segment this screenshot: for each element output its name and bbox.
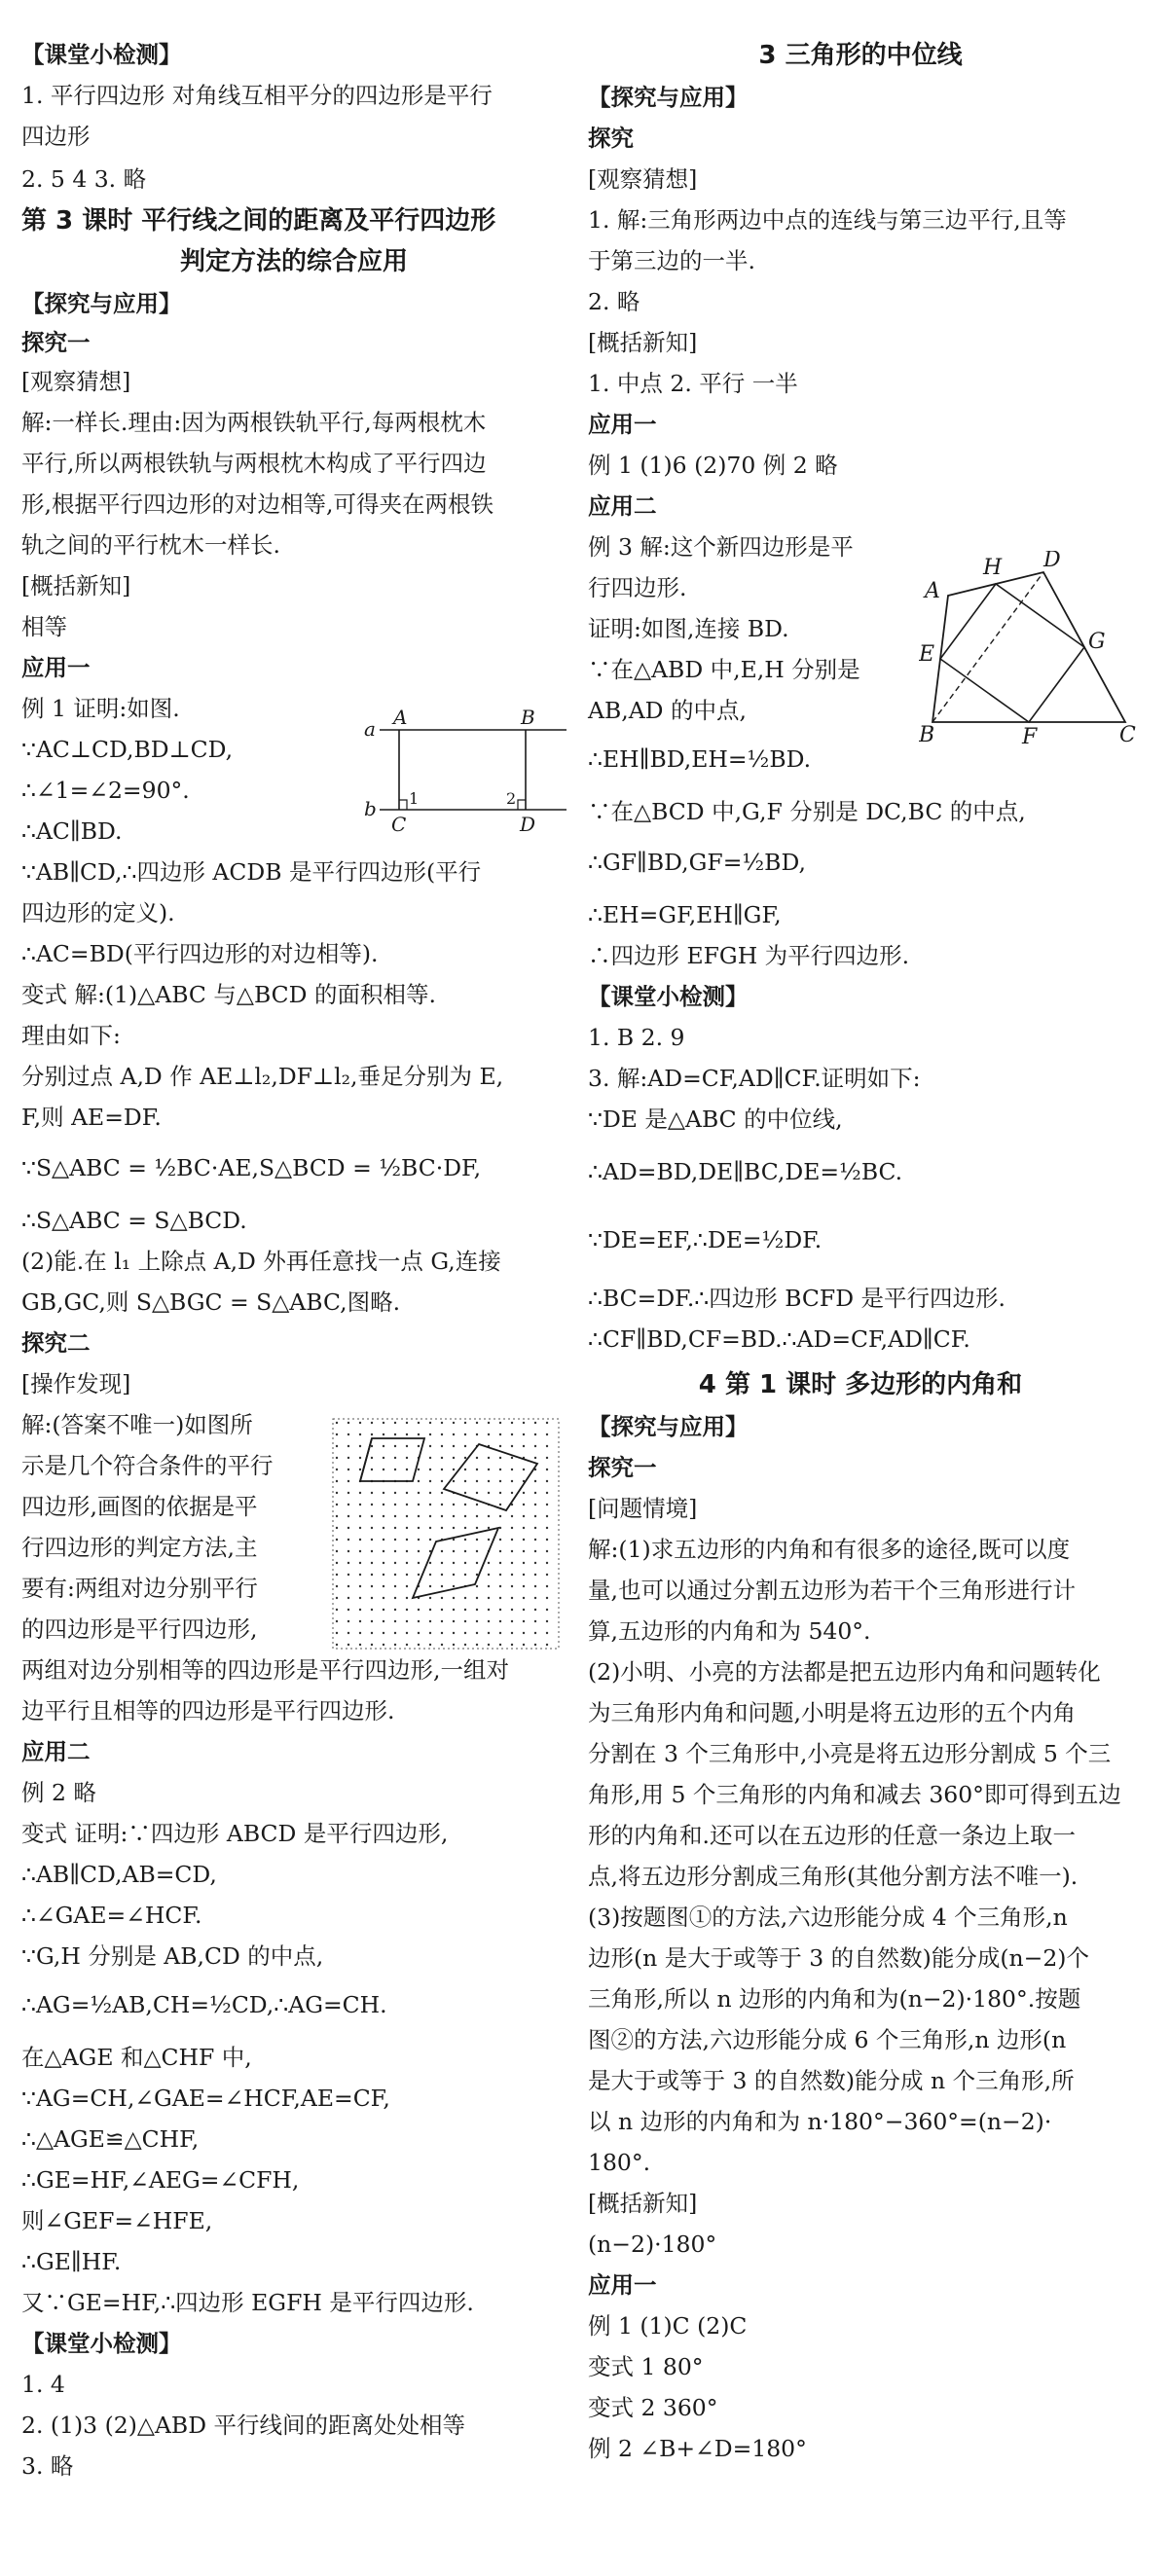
text-line: GB,GC,则 S△BGC = S△ABC,图略.: [21, 1288, 401, 1316]
section-heading: 3 三角形的中位线: [758, 41, 963, 70]
fig2-label-H: H: [983, 556, 1003, 580]
text-line: 在△AGE 和△CHF 中,: [21, 2044, 252, 2071]
text-line: 1. 4: [21, 2371, 65, 2398]
text-line: 轨之间的平行枕木一样长.: [21, 531, 280, 559]
text-line: 变式 解:(1)△ABC 与△BCD 的面积相等.: [21, 981, 436, 1008]
parallel-lines-figure: [362, 708, 576, 835]
text-line: 点,将五边形分割成三角形(其他分割方法不唯一).: [588, 1863, 1079, 1890]
text-line: 边平行且相等的四边形是平行四边形.: [21, 1697, 395, 1724]
text-line: 边形(n 是大于或等于 3 的自然数)能分成(n−2)个: [588, 1944, 1089, 1972]
text-line: ∴AG=½AB,CH=½CD,∴AG=CH.: [21, 1991, 387, 2018]
text-line: 3. 略: [21, 2452, 74, 2480]
fig1-label-1: 1: [409, 789, 420, 808]
text-line: 1. B 2. 9: [588, 1024, 685, 1051]
text-line: 形的内角和.还可以在五边形的任意一条边上取一: [588, 1822, 1076, 1849]
text-line: 证明:如图,连接 BD.: [588, 615, 789, 642]
text-line: 以 n 边形的内角和为 n·180°−360°=(n−2)·: [588, 2108, 1052, 2135]
text-line: 变式 证明:∵四边形 ABCD 是平行四边形,: [21, 1820, 449, 1847]
fig1-label-A: A: [393, 708, 408, 729]
fig1-label-2: 2: [506, 789, 517, 808]
text-line: ∵AG=CH,∠GAE=∠HCF,AE=CF,: [21, 2085, 390, 2112]
section-heading: 4 第 1 课时 多边形的内角和: [698, 1370, 1023, 1399]
text-line: ∴GE∥HF.: [21, 2248, 122, 2275]
subsection-label: 应用一: [588, 2271, 657, 2299]
subsection-label: 【探究与应用】: [588, 1413, 749, 1440]
text-line: 是大于或等于 3 的自然数)能分成 n 个三角形,所: [588, 2067, 1075, 2094]
text-line: 变式 1 80°: [588, 2353, 704, 2380]
text-line: 例 3 解:这个新四边形是平: [588, 533, 854, 561]
text-line: 图②的方法,六边形能分成 6 个三角形,n 边形(n: [588, 2026, 1067, 2053]
fig2-label-D: D: [1043, 551, 1061, 572]
text-line: 行四边形.: [588, 574, 687, 601]
text-line: [概括新知]: [588, 329, 698, 356]
text-line: ∵S△ABC = ½BC·AE,S△BCD = ½BC·DF,: [21, 1154, 482, 1181]
subsection-label: 应用二: [588, 492, 657, 520]
text-line: 则∠GEF=∠HFE,: [21, 2207, 213, 2234]
fig1-label-b: b: [364, 797, 377, 820]
text-line: [操作发现]: [21, 1370, 131, 1397]
text-line: [观察猜想]: [21, 368, 131, 395]
subsection-label: 应用二: [21, 1738, 91, 1765]
text-line: ∴EH∥BD,EH=½BD.: [588, 745, 812, 773]
text-line: 四边形的定义).: [21, 899, 175, 926]
fig2-label-A: A: [925, 579, 940, 603]
text-line: ∴AC∥BD.: [21, 817, 123, 845]
fig1-label-C: C: [391, 813, 407, 835]
subsection-label: 应用一: [588, 411, 657, 438]
text-line: 理由如下:: [21, 1022, 121, 1049]
text-line: 180°.: [588, 2149, 651, 2176]
text-line: ∴∠1=∠2=90°.: [21, 777, 190, 804]
subsection-label: 【探究与应用】: [21, 290, 182, 317]
subsection-label: 【课堂小检测】: [21, 2330, 182, 2357]
text-line: ∵在△ABD 中,E,H 分别是: [588, 656, 860, 683]
text-line: 解:(答案不唯一)如图所: [21, 1411, 253, 1438]
midpoint-quadrilateral-figure: [919, 551, 1139, 745]
text-line: 角形,用 5 个三角形的内角和减去 360°即可得到五边: [588, 1781, 1121, 1808]
fig2-label-E: E: [919, 642, 935, 667]
text-line: 算,五边形的内角和为 540°.: [588, 1617, 871, 1645]
text-line: 示是几个符合条件的平行: [21, 1452, 274, 1479]
text-line: 两组对边分别相等的四边形是平行四边形,一组对: [21, 1656, 509, 1684]
fig2-label-C: C: [1119, 723, 1136, 745]
text-line: (n−2)·180°: [588, 2231, 717, 2258]
text-line: 三角形,所以 n 边形的内角和为(n−2)·180°.按题: [588, 1985, 1081, 2013]
text-line: 形,根据平行四边形的对边相等,可得夹在两根铁: [21, 490, 494, 518]
fig1-label-B: B: [521, 708, 535, 729]
text-line: 解:(1)求五边形的内角和有很多的途径,既可以度: [588, 1536, 1071, 1563]
text-line: ∵AB∥CD,∴四边形 ACDB 是平行四边形(平行: [21, 858, 482, 886]
text-line: 例 1 证明:如图.: [21, 695, 180, 722]
text-line: [概括新知]: [588, 2190, 698, 2217]
text-line: (3)按题图①的方法,六边形能分成 4 个三角形,n: [588, 1904, 1068, 1931]
text-line: 2. 5 4 3. 略: [21, 165, 147, 193]
grid-parallelograms-figure: [331, 1417, 561, 1651]
text-line: ∴AD=BD,DE∥BC,DE=½BC.: [588, 1158, 903, 1185]
text-line: ∴AB∥CD,AB=CD,: [21, 1861, 217, 1888]
subsection-label: 探究二: [21, 1329, 91, 1357]
text-line: (2)小明、小亮的方法都是把五边形内角和问题转化: [588, 1658, 1101, 1686]
text-line: 例 1 (1)C (2)C: [588, 2312, 748, 2340]
text-line: 解:一样长.理由:因为两根铁轨平行,每两根枕木: [21, 409, 487, 436]
text-line: [问题情境]: [588, 1495, 698, 1522]
text-line: 又∵GE=HF,∴四边形 EGFH 是平行四边形.: [21, 2289, 474, 2316]
text-line: 为三角形内角和问题,小明是将五边形的五个内角: [588, 1699, 1076, 1726]
text-line: 例 1 (1)6 (2)70 例 2 略: [588, 452, 838, 479]
subsection-label: 应用一: [21, 654, 91, 681]
text-line: ∴CF∥BD,CF=BD.∴AD=CF,AD∥CF.: [588, 1325, 970, 1353]
text-line: 的四边形是平行四边形,: [21, 1615, 258, 1643]
text-line: ∴△AGE≌△CHF,: [21, 2125, 200, 2153]
text-line: 四边形,画图的依据是平: [21, 1493, 258, 1520]
text-line: 3. 解:AD=CF,AD∥CF.证明如下:: [588, 1065, 921, 1092]
subsection-label: 【探究与应用】: [588, 84, 749, 111]
text-line: 相等: [21, 613, 67, 640]
fig2-label-G: G: [1088, 630, 1106, 654]
section-heading: 第 3 课时 平行线之间的距离及平行四边形: [21, 206, 496, 236]
subsection-label: 【课堂小检测】: [588, 983, 749, 1010]
text-line: 于第三边的一半.: [588, 247, 755, 274]
text-line: AB,AD 的中点,: [588, 697, 747, 724]
text-line: 分割在 3 个三角形中,小亮是将五边形分割成 5 个三: [588, 1740, 1112, 1767]
text-line: 量,也可以通过分割五边形为若干个三角形进行计: [588, 1577, 1076, 1604]
text-line: ∴四边形 EFGH 为平行四边形.: [588, 942, 910, 969]
text-line: ∵AC⊥CD,BD⊥CD,: [21, 736, 234, 763]
text-line: 变式 2 360°: [588, 2394, 718, 2421]
text-line: ∵DE 是△ABC 的中位线,: [588, 1106, 843, 1133]
subsection-label: 探究一: [588, 1454, 657, 1481]
fig1-label-a: a: [364, 717, 376, 741]
text-line: 2. (1)3 (2)△ABD 平行线间的距离处处相等: [21, 2412, 466, 2439]
text-line: ∴GE=HF,∠AEG=∠CFH,: [21, 2166, 300, 2194]
fig1-label-D: D: [520, 813, 536, 835]
text-line: ∵在△BCD 中,G,F 分别是 DC,BC 的中点,: [588, 798, 1026, 825]
text-line: 1. 平行四边形 对角线互相平分的四边形是平行: [21, 82, 493, 109]
text-line: 四边形: [21, 123, 91, 150]
text-line: [观察猜想]: [588, 165, 698, 193]
text-line: [概括新知]: [21, 572, 131, 599]
subsection-label: 【课堂小检测】: [21, 41, 182, 68]
text-line: ∵DE=EF,∴DE=½DF.: [588, 1226, 823, 1253]
fig2-label-B: B: [919, 723, 935, 745]
text-line: ∴∠GAE=∠HCF.: [21, 1902, 202, 1929]
subsection-label: 探究一: [21, 329, 91, 356]
text-line: 例 2 ∠B+∠D=180°: [588, 2435, 807, 2462]
text-line: ∴BC=DF.∴四边形 BCFD 是平行四边形.: [588, 1285, 1005, 1312]
subsection-label: 探究: [588, 125, 634, 152]
text-line: ∴AC=BD(平行四边形的对边相等).: [21, 940, 379, 967]
text-line: 例 2 略: [21, 1779, 96, 1806]
text-line: ∵G,H 分别是 AB,CD 的中点,: [21, 1942, 324, 1970]
text-line: F,则 AE=DF.: [21, 1104, 162, 1131]
text-line: ∴EH=GF,EH∥GF,: [588, 901, 782, 928]
text-line: 要有:两组对边分别平行: [21, 1575, 258, 1602]
text-line: ∴GF∥BD,GF=½BD,: [588, 849, 806, 876]
text-line: ∴S△ABC = S△BCD.: [21, 1207, 247, 1234]
text-line: 行四边形的判定方法,主: [21, 1534, 258, 1561]
text-line: (2)能.在 l₁ 上除点 A,D 外再任意找一点 G,连接: [21, 1248, 501, 1275]
text-line: 1. 中点 2. 平行 一半: [588, 370, 798, 397]
section-heading: 判定方法的综合应用: [179, 247, 408, 276]
text-line: 分别过点 A,D 作 AE⊥l₂,DF⊥l₂,垂足分别为 E,: [21, 1063, 504, 1090]
text-line: 1. 解:三角形两边中点的连线与第三边平行,且等: [588, 206, 1067, 234]
fig2-label-F: F: [1022, 725, 1038, 745]
text-line: 平行,所以两根铁轨与两根枕木构成了平行四边: [21, 450, 487, 477]
text-line: 2. 略: [588, 288, 640, 315]
